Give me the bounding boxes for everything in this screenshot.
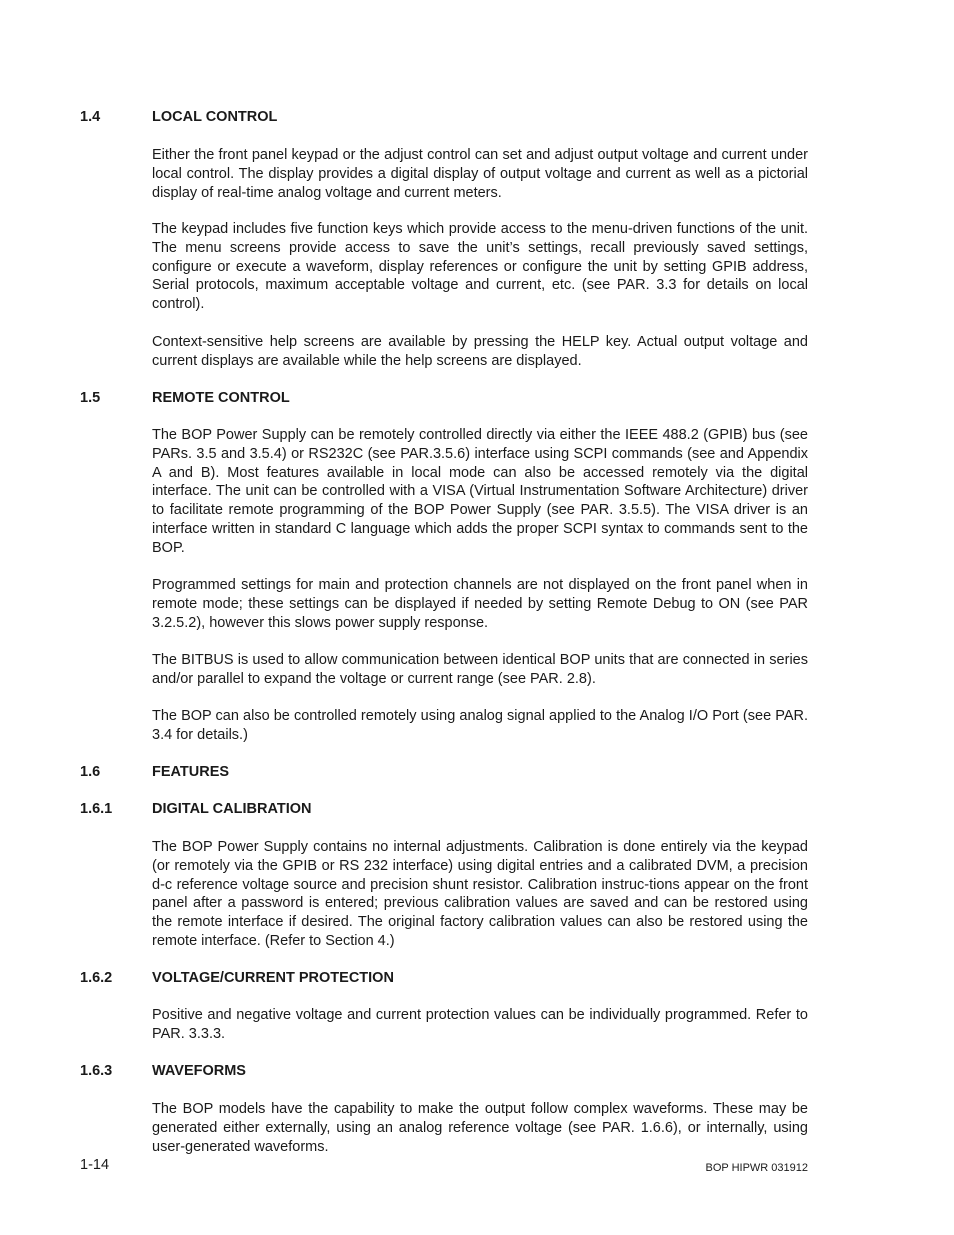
section-heading-1-6-2 bbox=[80, 969, 394, 987]
section-title: VOLTAGE/CURRENT PROTECTION bbox=[152, 970, 394, 986]
section-number: 1.5 bbox=[80, 390, 101, 406]
section-number: 1.6.3 bbox=[80, 1063, 113, 1079]
section-heading-1-6-1 bbox=[80, 800, 312, 818]
document-id: BOP HIPWR 031912 bbox=[705, 1162, 808, 1174]
section-title: LOCAL CONTROL bbox=[152, 109, 278, 125]
paragraph: The BOP can also be controlled remotely using analog signal applied to the Analog I/O Port (see PAR. 3.4 for details.) bbox=[152, 708, 808, 743]
section-number: 1.6.1 bbox=[80, 801, 113, 817]
page-number: 1-14 bbox=[80, 1157, 110, 1173]
section-title: DIGITAL CALIBRATION bbox=[152, 801, 312, 817]
paragraph: The BOP Power Supply can be remotely controlled directly via either the IEEE 488.2 (GPIB) bus (see PARs. 3.5 and 3.5.4) or RS232C (see PAR.3.5.6) interface using SCPI commands (see and Appendix A and B). Most features available in local mode can also be accessed remotely via the digital interface. The unit can be controlled with a VISA (Virtual Instrumentation Software Architecture) driver to facilitate remote programming of the BOP Power Supply (see PAR. 3.5.5). The VISA driver is an interface written in standard C language which adds the proper SCPI syntax to commands sent to the BOP. bbox=[152, 427, 808, 556]
section-title: WAVEFORMS bbox=[152, 1063, 246, 1079]
section-title: REMOTE CONTROL bbox=[152, 390, 290, 406]
section-number: 1.4 bbox=[80, 109, 101, 125]
paragraph: Positive and negative voltage and current protection values can be individually programmed. Refer to PAR. 3.3.3. bbox=[152, 1007, 808, 1042]
paragraph: Programmed settings for main and protection channels are not displayed on the front panel when in remote mode; these settings can be displayed if needed by setting Remote Debug to ON (see PAR 3.2.5.2), however this slows power supply response. bbox=[152, 577, 808, 631]
section-heading-1-6-3 bbox=[80, 1062, 246, 1080]
paragraph: The BITBUS is used to allow communication between identical BOP units that are connected in series and/or parallel to expand the voltage or current range (see PAR. 2.8). bbox=[152, 652, 808, 687]
paragraph: Either the front panel keypad or the adjust control can set and adjust output voltage and current under local control. The display provides a digital display of output voltage and current as well as a pictorial display of real-time analog voltage and current meters. bbox=[152, 147, 808, 201]
paragraph: The keypad includes five function keys which provide access to the menu-driven functions of the unit. The menu screens provide access to save the unit’s settings, recall previously saved settings, configure or execute a waveform, display references or configure the unit by setting GPIB address, Serial protocols, maximum acceptable voltage and current, etc. (see PAR. 3.3 for details on local control). bbox=[152, 221, 808, 313]
section-heading-1-4 bbox=[80, 108, 277, 126]
section-number: 1.6.2 bbox=[80, 970, 113, 986]
section-number: 1.6 bbox=[80, 764, 101, 780]
section-heading-1-5 bbox=[80, 389, 290, 407]
paragraph: The BOP models have the capability to make the output follow complex waveforms. These may be generated either externally, using an analog reference voltage (see PAR. 1.6.6), or internally, using user-generated waveforms. bbox=[152, 1101, 808, 1155]
paragraph: The BOP Power Supply contains no internal adjustments. Calibration is done entirely via the keypad (or remotely via the GPIB or RS 232 interface) using digital entries and a calibrated DVM, a precision d-c reference voltage source and precision shunt resistor. Calibration instruc-tions appear on the front panel after a password is entered; previous calibration values are saved and can be restored using the remote interface if desired. The original factory calibration values can also be restored using the remote interface. (Refer to Section 4.) bbox=[152, 839, 808, 949]
paragraph: Context-sensitive help screens are available by pressing the HELP key. Actual output voltage and current displays are available while the help screens are displayed. bbox=[152, 334, 808, 369]
section-heading-1-6 bbox=[80, 763, 229, 781]
section-title: FEATURES bbox=[152, 764, 230, 780]
